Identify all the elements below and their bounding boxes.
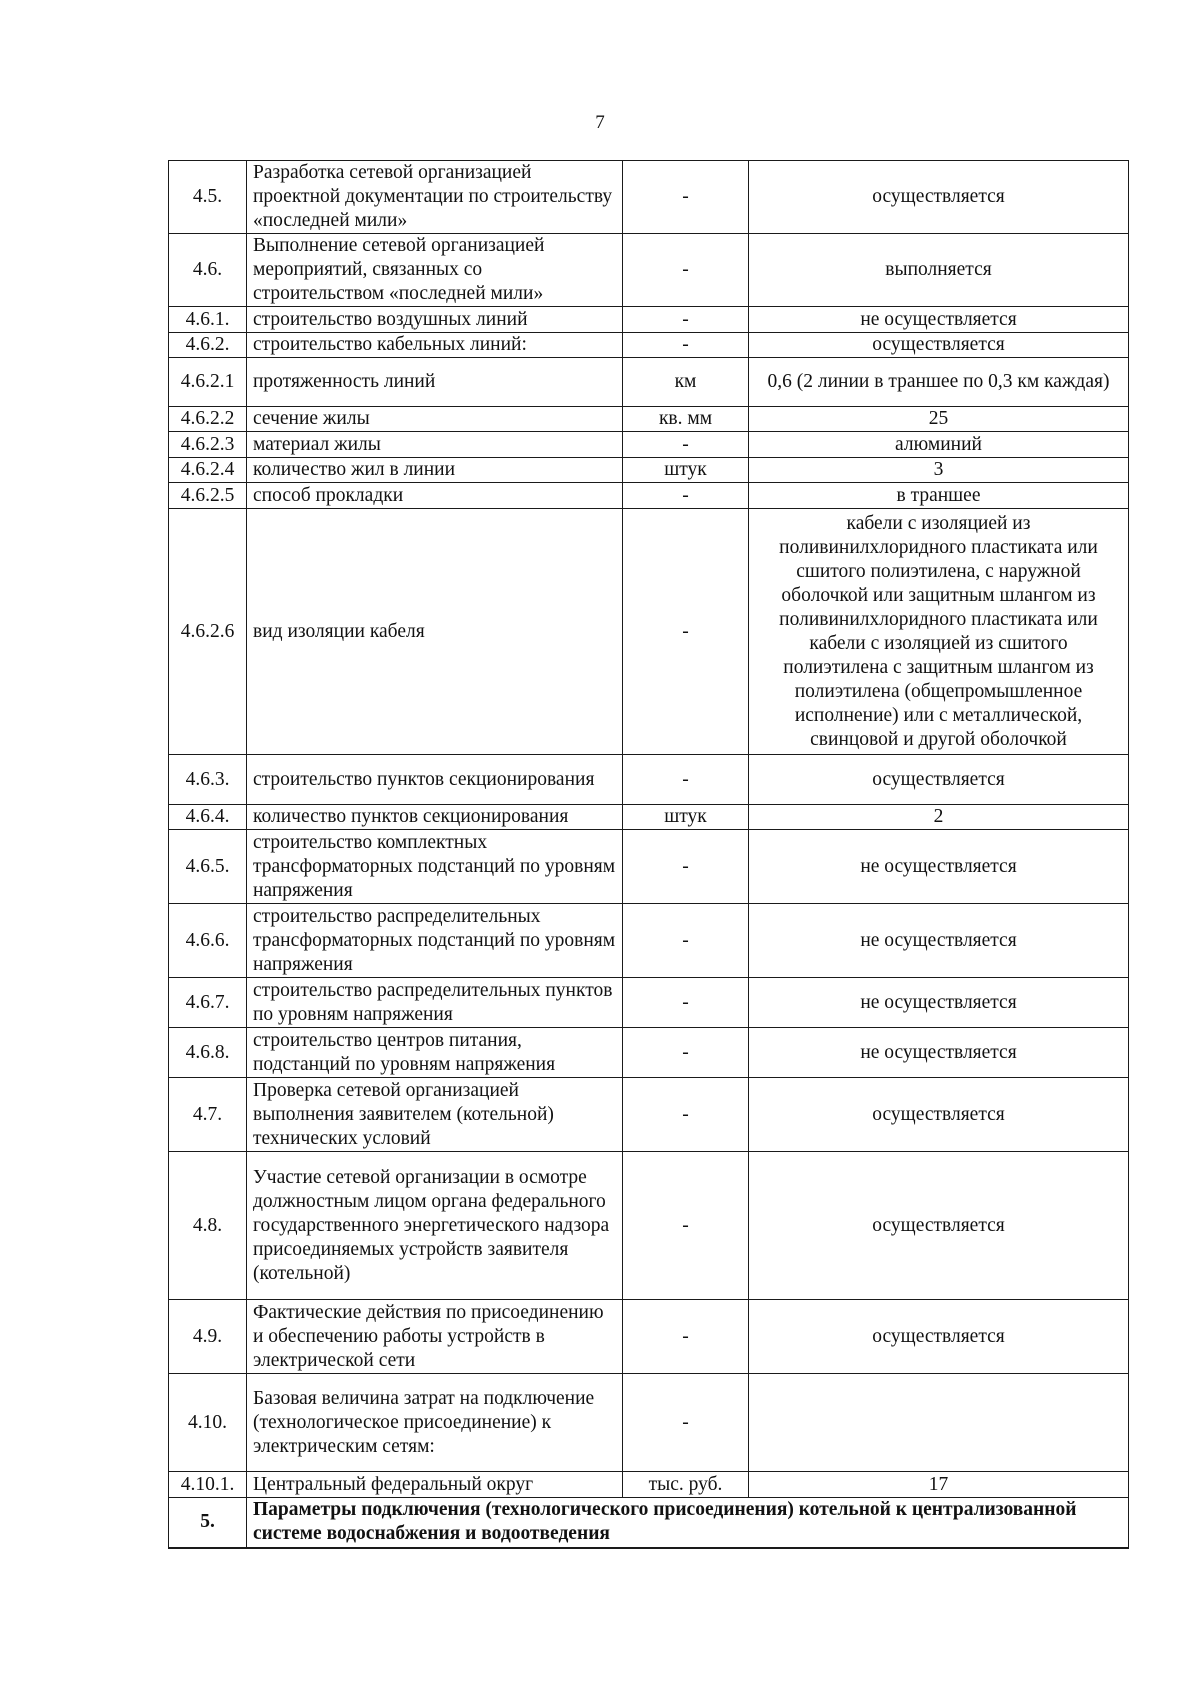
row-unit: -: [623, 978, 749, 1028]
row-description: Проверка сетевой организацией выполнения заявителем (котельной) технических условий: [247, 1078, 623, 1152]
row-number: 4.6.1.: [169, 307, 247, 333]
row-description: протяженность линий: [247, 358, 623, 407]
table-row: [169, 333, 1129, 358]
row-unit: -: [623, 234, 749, 307]
row-unit: км: [623, 358, 749, 407]
row-unit: -: [623, 830, 749, 904]
row-unit: -: [623, 1028, 749, 1078]
row-value: не осуществляется: [749, 904, 1129, 978]
row-value: выполняется: [749, 234, 1129, 307]
row-description: строительство воздушных линий: [247, 307, 623, 333]
row-value: 17: [749, 1472, 1129, 1498]
row-unit: -: [623, 1300, 749, 1374]
section-number: 5.: [169, 1498, 247, 1548]
row-unit: штук: [623, 805, 749, 830]
row-unit: -: [623, 1078, 749, 1152]
row-number: 4.5.: [169, 161, 247, 234]
row-number: 4.6.2.5: [169, 483, 247, 509]
row-value: осуществляется: [749, 755, 1129, 805]
row-value: осуществляется: [749, 333, 1129, 358]
row-unit: -: [623, 333, 749, 358]
row-number: 4.10.1.: [169, 1472, 247, 1498]
table-row: [169, 358, 1129, 407]
row-unit: штук: [623, 458, 749, 483]
row-value: в траншее: [749, 483, 1129, 509]
table-row: [169, 904, 1129, 978]
page-number: 7: [595, 112, 605, 133]
table-row: [169, 307, 1129, 333]
row-description: вид изоляции кабеля: [247, 509, 623, 755]
table-row: [169, 830, 1129, 904]
table-row: [169, 483, 1129, 509]
section-header-row: [169, 1498, 1129, 1548]
row-description: способ прокладки: [247, 483, 623, 509]
row-unit: -: [623, 755, 749, 805]
row-number: 4.7.: [169, 1078, 247, 1152]
row-value: кабели с изоляцией из поливинилхлоридного пластиката или сшитого полиэтилена, с наружной оболочкой или защитным шлангом из поливинилхлоридного пластиката или кабели с изоляцией из сшитого полиэтилена с защитным шлангом из полиэтилена (общепромышленное исполнение) или с металлической, свинцовой и другой оболочкой: [749, 509, 1129, 755]
row-number: 4.6.3.: [169, 755, 247, 805]
row-unit: -: [623, 307, 749, 333]
row-description: строительство центров питания, подстанций по уровням напряжения: [247, 1028, 623, 1078]
row-value: не осуществляется: [749, 307, 1129, 333]
row-number: 4.6.2.2: [169, 407, 247, 432]
row-description: строительство комплектных трансформаторных подстанций по уровням напряжения: [247, 830, 623, 904]
table-row: [169, 1078, 1129, 1152]
row-number: 4.9.: [169, 1300, 247, 1374]
row-value: 25: [749, 407, 1129, 432]
row-description: Фактические действия по присоединению и обеспечению работы устройств в электрической сети: [247, 1300, 623, 1374]
table-row: [169, 978, 1129, 1028]
row-value: не осуществляется: [749, 830, 1129, 904]
table-row: [169, 755, 1129, 805]
row-value: не осуществляется: [749, 1028, 1129, 1078]
row-description: Базовая величина затрат на подключение (технологическое присоединение) к электрическим сетям:: [247, 1374, 623, 1472]
section-title: Параметры подключения (технологического присоединения) котельной к централизованной системе водоснабжения и водоотведения: [247, 1498, 1129, 1548]
row-value: осуществляется: [749, 1300, 1129, 1374]
row-unit: -: [623, 1374, 749, 1472]
row-number: 4.6.2.3: [169, 432, 247, 458]
table-row: [169, 1374, 1129, 1472]
table-row: [169, 161, 1129, 234]
table-row: [169, 407, 1129, 432]
row-number: 4.10.: [169, 1374, 247, 1472]
row-number: 4.6.5.: [169, 830, 247, 904]
row-description: количество жил в линии: [247, 458, 623, 483]
table-row: [169, 509, 1129, 755]
row-number: 4.6.6.: [169, 904, 247, 978]
row-description: строительство распределительных трансформаторных подстанций по уровням напряжения: [247, 904, 623, 978]
row-number: 4.6.7.: [169, 978, 247, 1028]
row-number: 4.6.: [169, 234, 247, 307]
row-value: не осуществляется: [749, 978, 1129, 1028]
row-number: 4.6.2.6: [169, 509, 247, 755]
row-description: количество пунктов секционирования: [247, 805, 623, 830]
row-description: Выполнение сетевой организацией мероприятий, связанных со строительством «последней мили»: [247, 234, 623, 307]
specification-table: [168, 160, 1129, 1549]
row-value: осуществляется: [749, 1078, 1129, 1152]
row-unit: -: [623, 432, 749, 458]
row-description: материал жилы: [247, 432, 623, 458]
row-value: 3: [749, 458, 1129, 483]
row-description: Разработка сетевой организацией проектной документации по строительству «последней мили»: [247, 161, 623, 234]
row-description: Центральный федеральный округ: [247, 1472, 623, 1498]
table-row: [169, 1028, 1129, 1078]
row-description: строительство пунктов секционирования: [247, 755, 623, 805]
table-row: [169, 1152, 1129, 1300]
row-number: 4.6.2.4: [169, 458, 247, 483]
row-description: строительство распределительных пунктов по уровням напряжения: [247, 978, 623, 1028]
row-number: 4.6.4.: [169, 805, 247, 830]
row-value: алюминий: [749, 432, 1129, 458]
row-unit: -: [623, 904, 749, 978]
row-description: сечение жилы: [247, 407, 623, 432]
table-row: [169, 234, 1129, 307]
row-unit: кв. мм: [623, 407, 749, 432]
row-unit: -: [623, 509, 749, 755]
row-number: 4.6.8.: [169, 1028, 247, 1078]
table-row: [169, 432, 1129, 458]
row-number: 4.6.2.1: [169, 358, 247, 407]
row-description: строительство кабельных линий:: [247, 333, 623, 358]
row-unit: -: [623, 483, 749, 509]
row-unit: тыс. руб.: [623, 1472, 749, 1498]
row-number: 4.8.: [169, 1152, 247, 1300]
table-row: [169, 1472, 1129, 1498]
row-value: 2: [749, 805, 1129, 830]
row-value: осуществляется: [749, 1152, 1129, 1300]
row-value: 0,6 (2 линии в траншее по 0,3 км каждая): [749, 358, 1129, 407]
row-number: 4.6.2.: [169, 333, 247, 358]
row-value: [749, 1374, 1129, 1472]
table-row: [169, 805, 1129, 830]
row-unit: -: [623, 161, 749, 234]
row-description: Участие сетевой организации в осмотре должностным лицом органа федерального государственного энергетического надзора присоединяемых устройств заявителя (котельной): [247, 1152, 623, 1300]
row-value: осуществляется: [749, 161, 1129, 234]
table-row: [169, 458, 1129, 483]
table-row: [169, 1300, 1129, 1374]
row-unit: -: [623, 1152, 749, 1300]
